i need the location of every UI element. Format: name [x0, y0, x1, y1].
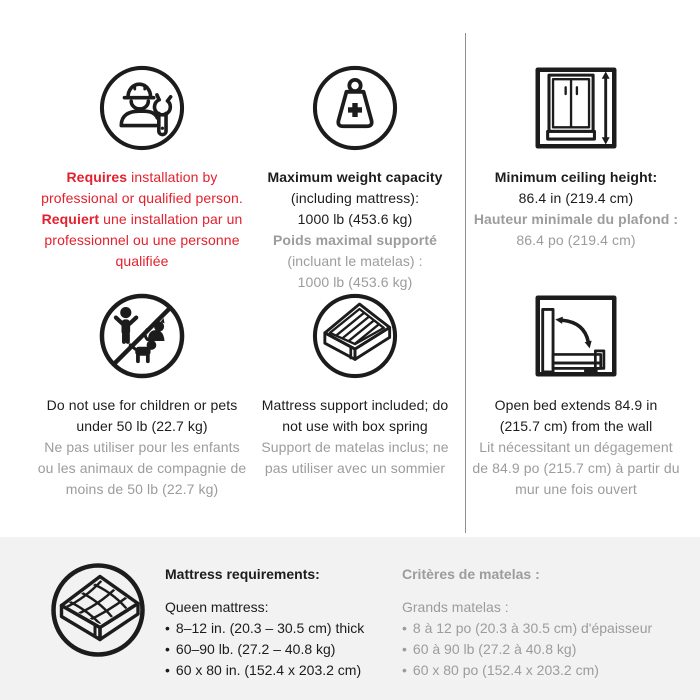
support-text-fr-line2: pas utiliser avec un sommier — [264, 460, 446, 476]
weight-title-fr: Poids maximal supporté — [272, 232, 438, 248]
list-item: • 60 x 80 po (152.4 x 203.2 cm) — [402, 660, 687, 681]
ceiling-text-en-line2: 86.4 in (219.4 cm) — [518, 190, 634, 206]
support-text-fr-line1: Support de matelas inclus; ne — [261, 439, 449, 455]
mattress-requirements-title-fr: Critères de matelas : — [402, 566, 540, 582]
weight-text-en-line3: 1000 lb (453.6 kg) — [297, 211, 413, 227]
list-item: • 8–12 in. (20.3 – 30.5 cm) thick — [165, 618, 400, 639]
weight-title-en: Maximum weight capacity — [267, 169, 443, 185]
mattress-requirements-en — [165, 564, 400, 681]
list-item: • 60–90 lb. (27.2 – 40.8 kg) — [165, 639, 400, 660]
ceiling-text-fr-line2: 86.4 po (219.4 cm) — [516, 232, 636, 248]
weight-text-fr-line3: 1000 lb (453.6 kg) — [297, 274, 413, 290]
ceiling-height-icon — [470, 62, 682, 154]
installation-text-fr-line1: Requiert une installation par un — [41, 211, 243, 227]
open-bed-text-fr-line3: mur une fois ouvert — [515, 481, 637, 497]
list-item: • 60 x 80 in. (152.4 x 203.2 cm) — [165, 660, 400, 681]
open-bed-text-en-line1: Open bed extends 84.9 in — [494, 397, 658, 413]
info-block-installation — [26, 62, 258, 272]
list-item: • 8 à 12 po (20.3 à 30.5 cm) d'épaisseur — [402, 618, 687, 639]
open-bed-text-en-line2: (215.7 cm) from the wall — [499, 418, 653, 434]
info-block-ceiling — [470, 62, 682, 251]
vertical-divider — [465, 33, 466, 533]
children-pets-text-fr-line1: Ne pas utiliser pour les enfants — [44, 439, 240, 455]
mattress-support-icon — [247, 290, 463, 382]
installation-text-en-line1: Requires installation by — [66, 169, 218, 185]
mattress-icon — [48, 560, 148, 660]
list-item: • 60 à 90 lb (27.2 à 40.8 kg) — [402, 639, 687, 660]
mattress-requirements-subtitle-en: Queen mattress: — [165, 599, 269, 615]
installation-text-fr-line2: professionnel ou une personne — [44, 232, 240, 248]
mattress-requirements-subtitle-fr: Grands matelas : — [402, 599, 509, 615]
children-pets-text-en-line2: under 50 lb (22.7 kg) — [76, 418, 208, 434]
open-bed-text-fr-line2: de 84.9 po (215.7 cm) à partir du — [472, 460, 680, 476]
children-pets-text-fr-line3: moins de 50 lb (22.7 kg) — [65, 481, 219, 497]
open-bed-text-fr-line1: Lit nécessitant un dégagement — [479, 439, 673, 455]
info-block-weight — [247, 62, 463, 293]
children-pets-text-fr-line2: ou les animaux de compagnie de — [37, 460, 247, 476]
installation-text-en-line2: professional or qualified person. — [41, 190, 243, 206]
mattress-requirements-title-en: Mattress requirements: — [165, 566, 320, 582]
info-block-support — [247, 290, 463, 479]
open-bed-icon — [470, 290, 682, 382]
installation-text-fr-line3: qualifiée — [115, 253, 169, 269]
info-block-children-pets — [26, 290, 258, 500]
weight-text-en-line2: (including mattress): — [290, 190, 420, 206]
no-children-pets-icon — [26, 290, 258, 382]
weight-icon — [247, 62, 463, 154]
support-text-en-line2: not use with box spring — [282, 418, 428, 434]
support-text-en-line1: Mattress support included; do — [261, 397, 449, 413]
mattress-requirements-list-fr — [402, 618, 687, 681]
installer-icon — [26, 62, 258, 154]
mattress-requirements-fr — [402, 564, 687, 681]
mattress-requirements-list-en — [165, 618, 400, 681]
ceiling-title-en: Minimum ceiling height: — [494, 169, 658, 185]
ceiling-title-fr: Hauteur minimale du plafond : — [473, 211, 679, 227]
weight-text-fr-line2: (incluant le matelas) : — [287, 253, 423, 269]
children-pets-text-en-line1: Do not use for children or pets — [46, 397, 238, 413]
info-block-open-bed — [470, 290, 682, 500]
